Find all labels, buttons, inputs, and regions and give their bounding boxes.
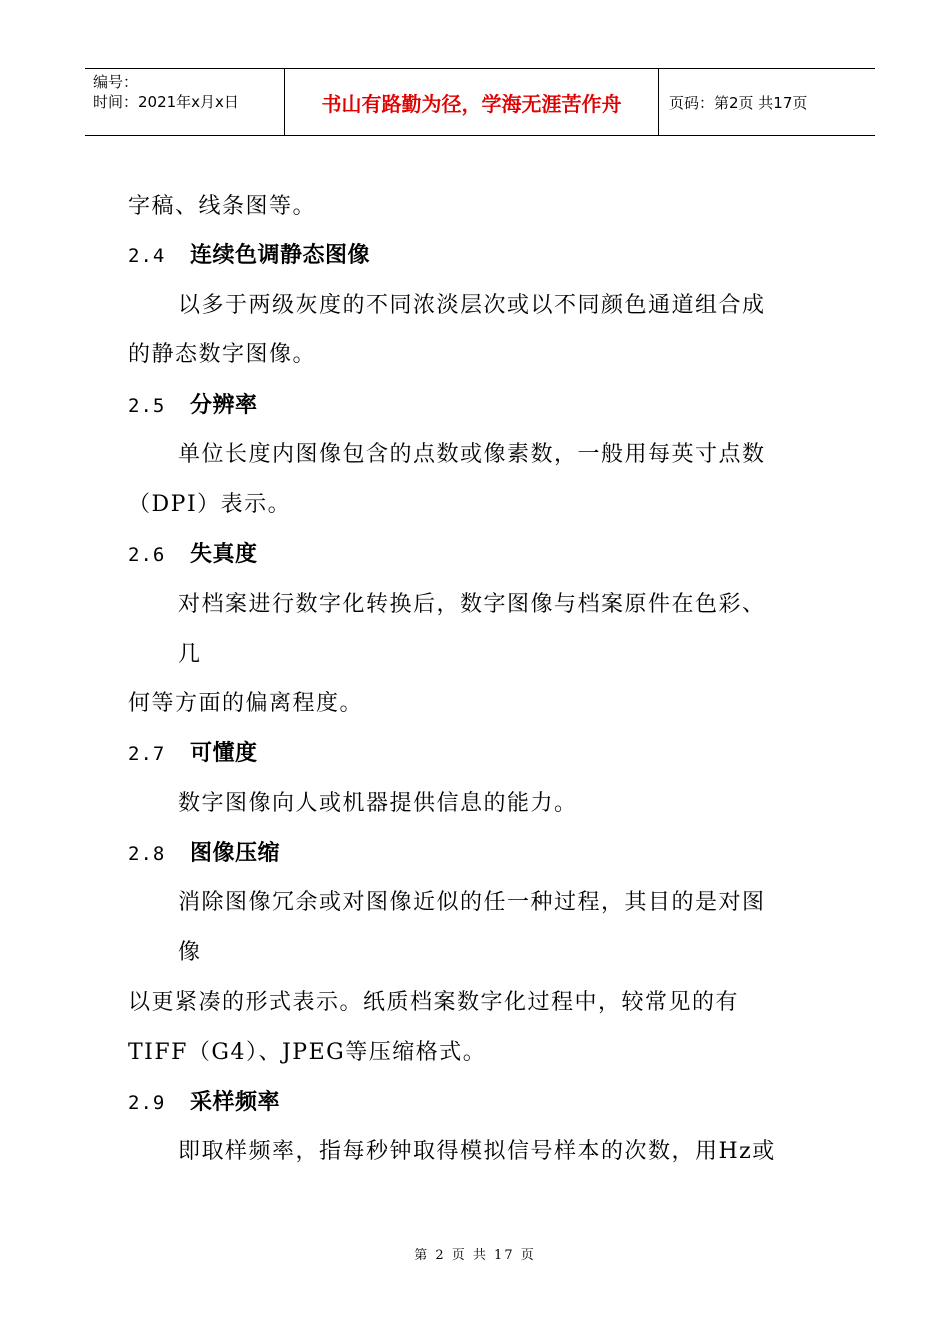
body-line: 单位长度内图像包含的点数或像素数，一般用每英寸点数	[178, 442, 766, 467]
body-line: 何等方面的偏离程度。	[128, 691, 364, 716]
page-number-label: 页码：第2页 共17页	[669, 94, 808, 112]
section-title: 采样频率	[190, 1090, 281, 1115]
body-line: 即取样频率，指每秒钟取得模拟信号样本的次数，用Hz或	[178, 1139, 776, 1164]
body-line: 数字图像向人或机器提供信息的能力。	[178, 791, 578, 816]
header-page-cell	[659, 69, 875, 135]
section-title: 连续色调静态图像	[190, 243, 371, 268]
section-heading-2-4	[128, 242, 370, 270]
section-title: 可懂度	[190, 741, 258, 766]
section-number: 2.9	[128, 1092, 166, 1114]
section-title: 图像压缩	[190, 841, 281, 866]
motto-text: 书山有路勤为径，学海无涯苦作舟	[321, 92, 622, 116]
body-line: 像	[178, 940, 202, 965]
body-line: TIFF（G4）、JPEG等压缩格式。	[128, 1040, 487, 1065]
body-line: 的静态数字图像。	[128, 342, 317, 367]
body-line: 字稿、线条图等。	[128, 194, 317, 219]
section-number: 2.5	[128, 395, 166, 417]
date-line: 时间：2021年x月x日	[93, 93, 239, 111]
section-heading-2-9	[128, 1089, 280, 1117]
section-heading-2-7	[128, 740, 258, 768]
serial-label: 编号：	[93, 73, 139, 91]
section-number: 2.4	[128, 245, 166, 267]
section-number: 2.8	[128, 843, 166, 865]
body-line: 以更紧凑的形式表示。纸质档案数字化过程中，较常见的有	[128, 990, 740, 1015]
header-info-cell	[85, 69, 285, 135]
section-heading-2-6	[128, 541, 258, 569]
body-line: 以多于两级灰度的不同浓淡层次或以不同颜色通道组合成	[178, 293, 766, 318]
body-line: 消除图像冗余或对图像近似的任一种过程，其目的是对图	[178, 890, 766, 915]
page-footer: 第 2 页 共 17 页	[414, 1248, 536, 1263]
body-line: 几	[178, 642, 202, 667]
body-line: 对档案进行数字化转换后，数字图像与档案原件在色彩、	[178, 592, 766, 617]
section-heading-2-5	[128, 392, 258, 420]
header-motto-cell	[285, 69, 659, 135]
section-number: 2.6	[128, 544, 166, 566]
section-heading-2-8	[128, 840, 280, 868]
body-line: （DPI）表示。	[128, 492, 292, 517]
section-title: 分辨率	[190, 393, 258, 418]
page-header	[85, 68, 875, 136]
section-number: 2.7	[128, 743, 166, 765]
section-title: 失真度	[190, 542, 258, 567]
